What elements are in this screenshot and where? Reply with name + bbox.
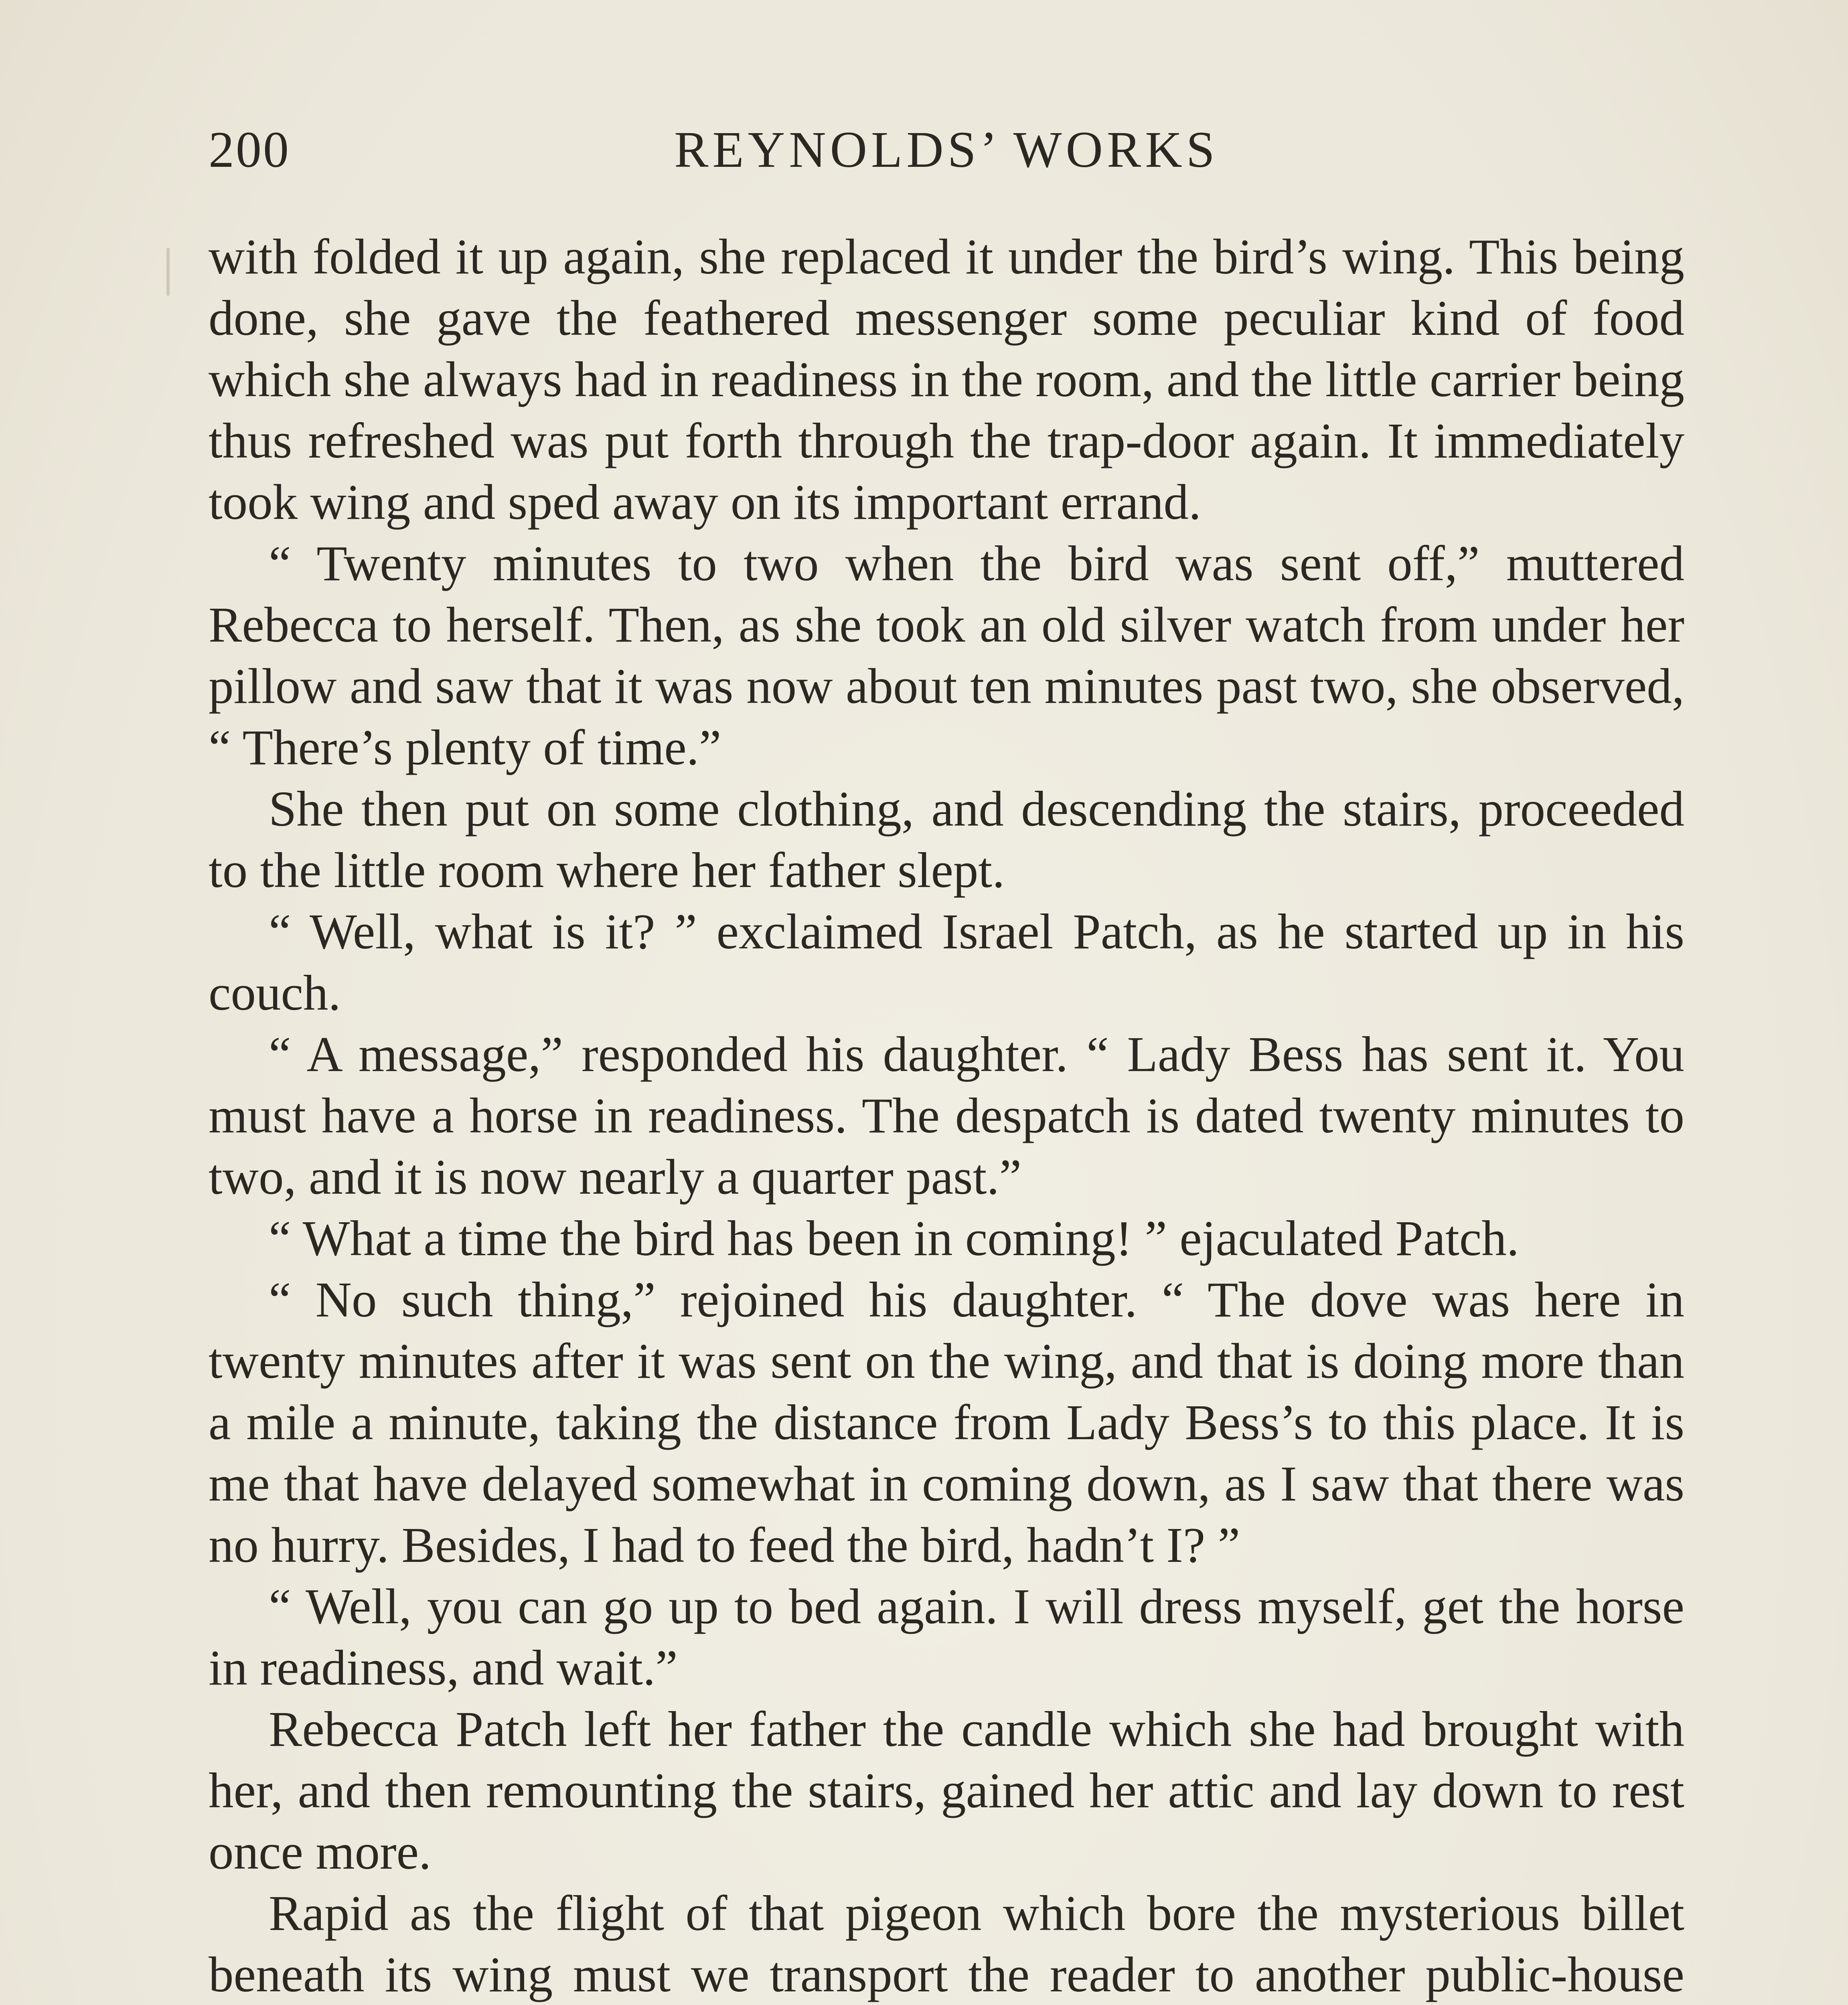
paragraph: Rebecca Patch left her father the candle which she had brought with her, and then remounting the stairs, gained her attic and lay down to rest once more. bbox=[209, 1702, 1684, 1880]
running-head: REYNOLDS’ WORKS bbox=[674, 121, 1219, 178]
margin-mark bbox=[166, 248, 170, 296]
paragraph: with folded it up again, she replaced it under the bird’s wing. This being done, she gave the feathered messenger some peculiar kind of food which she always had in readiness in the room, and the little carrier being thus refreshed was put forth through the trap-door again. It immediately took wing and sped away on its important errand. bbox=[209, 229, 1684, 530]
page-header bbox=[209, 120, 1684, 200]
paragraph: “ What a time the bird has been in coming! ” ejaculated Patch. bbox=[269, 1211, 1520, 1266]
paragraph: “ No such thing,” rejoined his daughter. “ The dove was here in twenty minutes after it was sent on the wing, and that is doing more than a mile a minute, taking the distance from Lady Bess’s to this place. It is me that have delayed somewhat in coming down, as I saw that there was no hurry. Besides, I had to feed the bird, hadn’t I? ” bbox=[209, 1272, 1684, 1573]
paragraph: “ Well, you can go up to bed again. I will dress myself, get the horse in readiness, and wait.” bbox=[209, 1579, 1684, 1696]
paragraph: “ Well, what is it? ” exclaimed Israel Patch, as he started up in his couch. bbox=[209, 904, 1684, 1021]
page-number: 200 bbox=[209, 121, 290, 178]
paragraph: Rapid as the flight of that pigeon which bore the mysterious billet beneath its wing must we transport the reader to another public-house bbox=[209, 1886, 1684, 2003]
paragraph: “ Twenty minutes to two when the bird was sent off,” muttered Rebecca to herself. Then, as she took an old silver watch from under her pillow and saw that it was now about ten minutes past two, she observed, “ There’s plenty of time.” bbox=[209, 536, 1684, 776]
body-text bbox=[209, 227, 1684, 2005]
paragraph: “ A message,” responded his daughter. “ Lady Bess has sent it. You must have a horse in readiness. The despatch is dated twenty minutes to two, and it is now nearly a quarter past.” bbox=[209, 1027, 1684, 1205]
paragraph: She then put on some clothing, and descending the stairs, proceeded to the little room where her father slept. bbox=[209, 782, 1684, 898]
